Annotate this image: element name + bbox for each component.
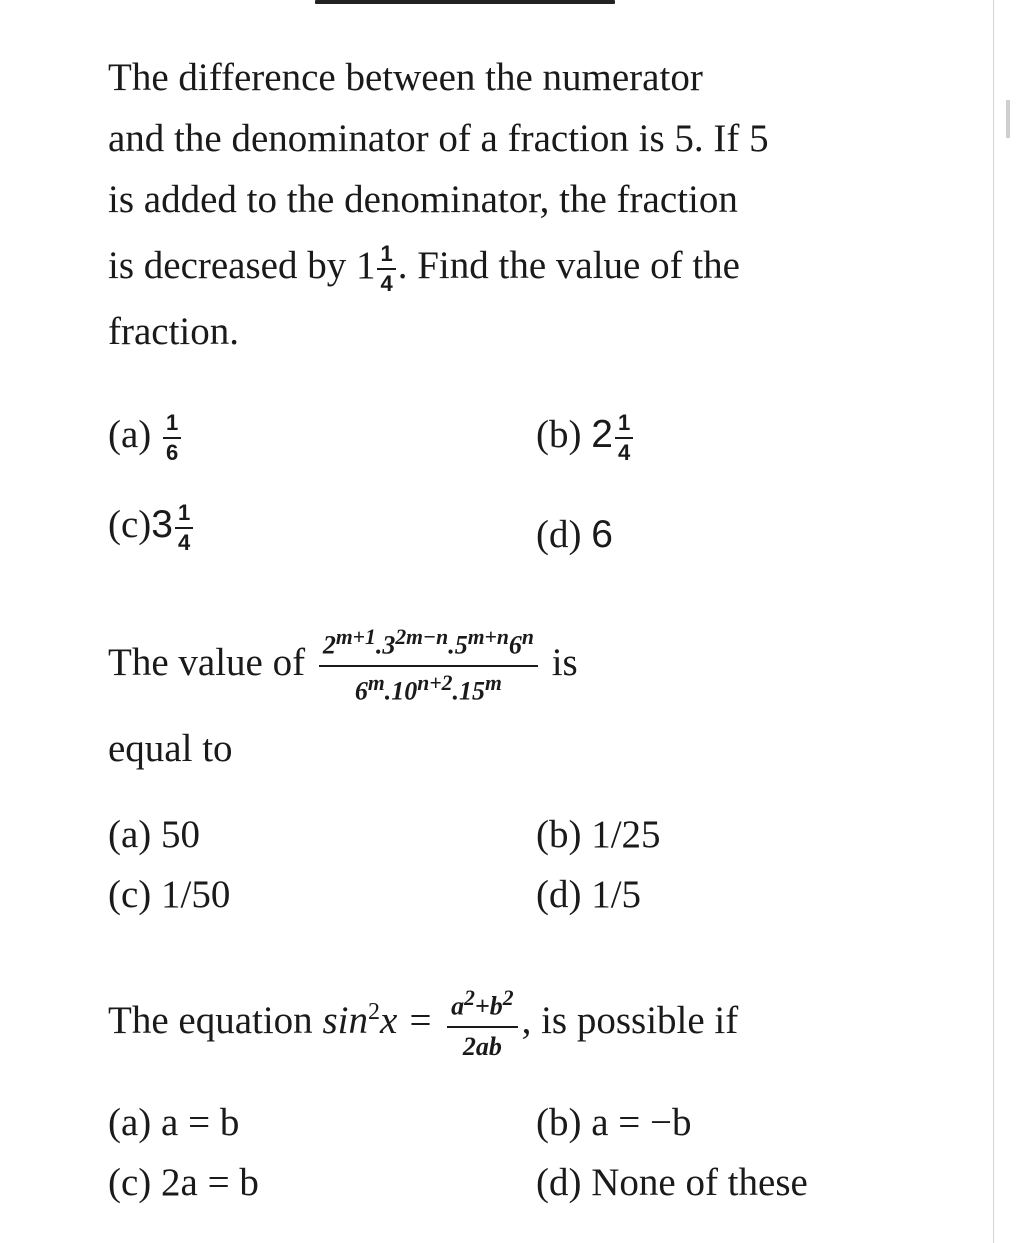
q3-option-d[interactable]: (d) None of these	[536, 1161, 808, 1204]
q3-line-1	[108, 972, 968, 1061]
q2-numerator: $2^{m+1}.3^{2m-n}.5^{m+n}6^n$	[322, 625, 534, 661]
q2-line-2: equal to	[108, 727, 233, 770]
q3-lhs: $\sin^2x$ =	[322, 999, 434, 1042]
q2-pre: The value of	[108, 641, 306, 684]
q1-option-c[interactable]: (c)3 $\frac{1}{4}$	[108, 502, 195, 554]
q2-post: is	[551, 641, 578, 684]
question-1	[108, 47, 968, 362]
q1-line-2: and the denominator of a fraction is 5. If 5	[108, 117, 769, 160]
q3-option-c[interactable]: (c) 2a = b	[108, 1161, 259, 1204]
q1-line-5: fraction.	[108, 310, 240, 353]
question-2	[108, 608, 968, 779]
cut-off-heading	[315, 0, 615, 6]
q3-option-b[interactable]: (b) a = −b	[536, 1101, 692, 1144]
q3-denominator: 2ab	[447, 1026, 517, 1060]
q2-option-b[interactable]: (b) 1/25	[536, 813, 661, 856]
q2-option-d[interactable]: (d) 1/5	[536, 873, 642, 916]
q1-option-a[interactable]: (a) $\frac{1}{6}$	[108, 412, 183, 464]
q1-line-3: is added to the denominator, the fraction	[108, 178, 738, 221]
q1-line-4-post: . Find the value of the	[397, 244, 740, 287]
q3-option-a[interactable]: (a) a = b	[108, 1101, 240, 1144]
question-3	[108, 972, 968, 1061]
q1-line-4	[108, 230, 968, 301]
q1-option-d[interactable]: (d) 6	[536, 513, 613, 556]
q1-option-b[interactable]: (b) 2 $\frac{1}{4}$	[536, 412, 635, 464]
q2-line-1	[108, 608, 968, 718]
q3-pre: The equation	[108, 999, 313, 1042]
q1-mixed-fraction: $\frac{1}{4}$	[377, 243, 395, 295]
page-edge-rule	[993, 0, 994, 1243]
q3-post: , is possible if	[521, 999, 739, 1042]
q1-line-4-pre: is decreased by 1	[108, 244, 376, 287]
q1-line-1: The difference between the numerator	[108, 56, 703, 99]
q3-numerator: $a^2+b^2$	[451, 986, 514, 1021]
q2-option-c[interactable]: (c) 1/50	[108, 873, 231, 916]
q3-fraction	[447, 988, 517, 1060]
q2-option-a[interactable]: (a) 50	[108, 813, 201, 856]
q2-denominator: $6^m.10^{n+2}.15^m$	[319, 665, 538, 705]
q2-expression	[319, 627, 538, 704]
text-cursor-mark	[1006, 100, 1010, 138]
